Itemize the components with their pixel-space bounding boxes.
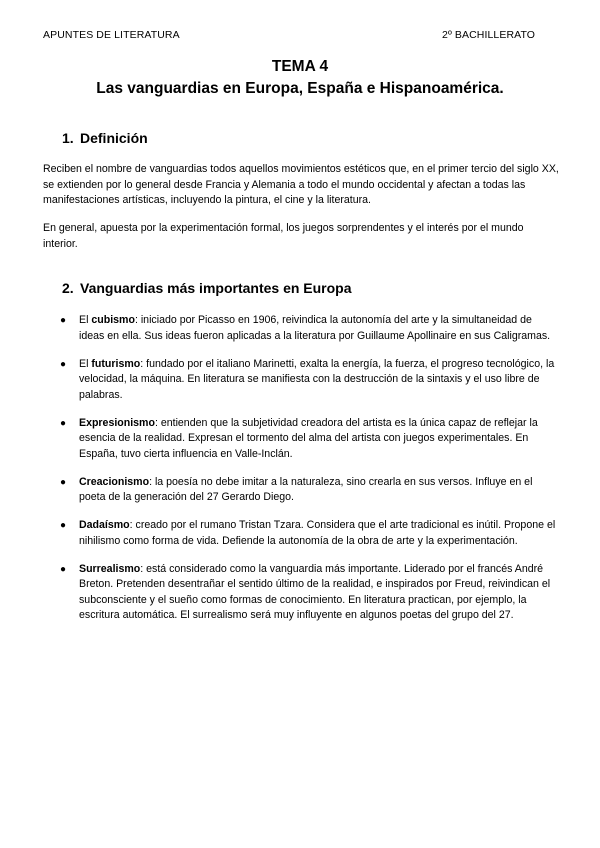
section-number: 2.: [62, 280, 74, 296]
page-title: TEMA 4: [271, 58, 329, 75]
item-term: Creacionismo: [79, 475, 150, 488]
list-item: [60, 475, 560, 506]
header-course: APUNTES DE LITERATURA: [43, 29, 180, 41]
item-text: : la poesía no debe imitar a la naturaleza, sino crearla en sus versos. Influye en el poeta de la generación del 27 Gerardo Diego.: [79, 475, 533, 503]
list-item: [60, 313, 560, 344]
item-term: cubismo: [91, 314, 135, 326]
section-title: Vanguardias más importantes en Europa: [80, 280, 352, 296]
section-heading-vanguardias: [62, 280, 352, 296]
section-title: Definición: [80, 130, 148, 146]
list-item: [60, 357, 560, 404]
item-term: Dadaísmo: [79, 519, 130, 531]
item-text: : creado por el rumano Tristan Tzara. Considera que el arte tradicional es inútil. Propone el nihilismo como forma de vida. Defiende la autonomía de la obra de arte y la experimentación.: [79, 519, 556, 547]
page-subtitle: Las vanguardias en Europa, España e Hispanoamérica.: [96, 80, 504, 97]
list-item: [60, 518, 560, 549]
bullet-icon: ●: [60, 315, 67, 326]
item-text: : entienden que la subjetividad creadora del artista es la única capaz de reflejar la esencia de la realidad. Expresan el tormento del alma del artista con juegos experimentales. En España, tuvo cierta influencia en Valle-Inclán.: [79, 416, 538, 460]
list-item: [60, 562, 560, 624]
section-heading-definicion: [62, 130, 148, 146]
bullet-icon: ●: [60, 520, 67, 531]
item-term: Expresionismo: [79, 416, 155, 429]
paragraph: En general, apuesta por la experimentación formal, los juegos sorprendentes y el interés por el mundo interior.: [43, 222, 524, 250]
item-term: futurismo: [91, 357, 141, 370]
paragraph: Reciben el nombre de vanguardias todos aquellos movimientos estéticos que, en el primer tercio del siglo XX, se extienden por lo general desde Francia y Alemania a todo el mundo occidental y afectan a todas las manifestaciones artísticas, incluyendo la pintura, el cine y la literatura.: [43, 163, 559, 206]
item-text: : está considerado como la vanguardia más importante. Liderado por el francés André Breton. Pretenden desentrañar el sentido último de la realidad, e inspirados por Freud, reivindican el subconsciente y el sueño como formas de conocimiento. En literatura practican, por ejemplo, la escritura automática. El surrealismo será muy influyente en algunos poetas del grupo del 27.: [79, 562, 551, 621]
item-prefix: El: [79, 357, 92, 370]
item-term: Surrealismo: [79, 562, 141, 575]
item-text: : fundado por el italiano Marinetti, exalta la energía, la fuerza, el progreso tecnológico, la velocidad, la máquina. En literatura se manifiesta con la destrucción de la sintaxis y el uso libre de palabras.: [79, 357, 555, 401]
bullet-icon: ●: [60, 563, 67, 575]
item-text: : iniciado por Picasso en 1906, reivindica la autonomía del arte y la simultaneidad de ideas en ella. Sus ideas fueron aplicadas a la literatura por Guillaume Apollinaire en sus Caligramas.: [79, 314, 551, 342]
vanguardias-list: [60, 313, 560, 636]
header-level: 2º BACHILLERATO: [442, 29, 536, 41]
list-item: [60, 416, 560, 463]
bullet-icon: ●: [60, 358, 67, 370]
section-number: 1.: [62, 130, 74, 146]
item-prefix: El: [79, 314, 92, 326]
bullet-icon: ●: [60, 476, 67, 488]
bullet-icon: ●: [60, 417, 67, 429]
